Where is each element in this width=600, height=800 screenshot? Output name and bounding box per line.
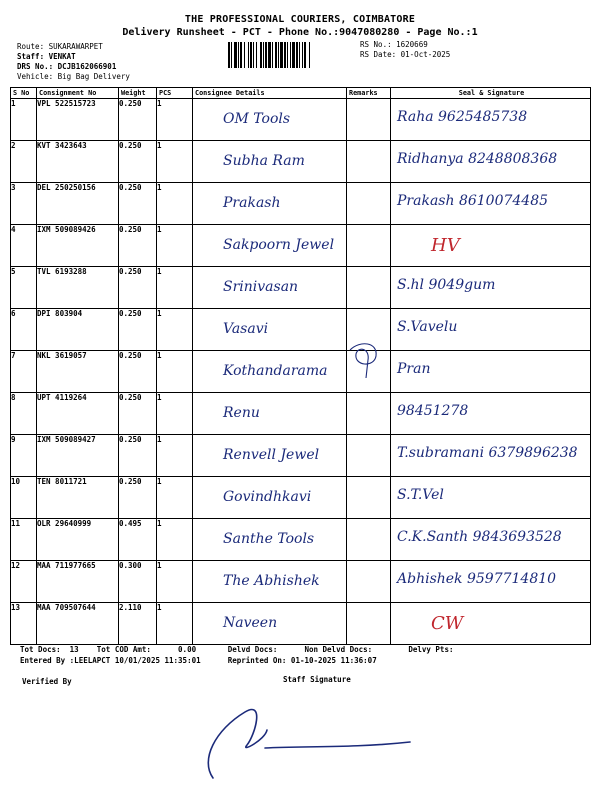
barcode-image xyxy=(228,42,356,68)
row-consignee-name: Subha Ram xyxy=(223,153,305,169)
row-sno: 13 xyxy=(11,603,37,645)
row-remarks xyxy=(347,435,391,477)
row-pcs: 1 xyxy=(157,477,193,519)
row-weight: 0.250 xyxy=(119,435,157,477)
barcode-bar xyxy=(304,42,306,68)
row-signature: CW xyxy=(431,613,464,634)
barcode-bar xyxy=(231,42,232,68)
entered-by-line: Entered By :LEELAPCT 10/01/2025 11:35:01 Reprinted On: 01-10-2025 11:36:07 xyxy=(20,656,377,665)
row-seal-signature-cell xyxy=(391,561,591,603)
rs-date-text: RS Date: 01-Oct-2025 xyxy=(360,50,451,59)
row-remarks xyxy=(347,561,391,603)
row-pcs: 1 xyxy=(157,519,193,561)
row-remarks xyxy=(347,99,391,141)
company-title: THE PROFESSIONAL COURIERS, COIMBATORE xyxy=(184,14,416,25)
barcode-bar xyxy=(302,42,303,68)
row-weight: 0.495 xyxy=(119,519,157,561)
row-seal-signature-cell xyxy=(391,603,591,645)
barcode-bar xyxy=(248,42,249,68)
row-sno: 11 xyxy=(11,519,37,561)
row-consignee-cell xyxy=(193,225,347,267)
row-consignee-name: Prakash xyxy=(223,195,281,211)
route-text: Route: SUKARAWARPET xyxy=(17,42,103,51)
row-consignee-cell xyxy=(193,141,347,183)
row-seal-signature-cell xyxy=(391,351,591,393)
row-sno: 8 xyxy=(11,393,37,435)
table-row xyxy=(11,225,591,267)
row-consignment-no: DEL 250250156 xyxy=(37,183,119,225)
barcode-bar xyxy=(250,42,252,68)
row-consignee-name: Sakpoorn Jewel xyxy=(223,237,335,253)
row-sno: 7 xyxy=(11,351,37,393)
row-pcs: 1 xyxy=(157,309,193,351)
row-remarks xyxy=(347,603,391,645)
runsheet-subtitle: Delivery Runsheet - PCT - Phone No.:9047080280 - Page No.:1 xyxy=(122,27,478,38)
row-seal-signature-cell xyxy=(391,267,591,309)
row-consignee-cell xyxy=(193,99,347,141)
row-consignment-no: NKL 3619057 xyxy=(37,351,119,393)
row-remarks xyxy=(347,519,391,561)
row-seal-signature-cell xyxy=(391,225,591,267)
barcode-bar xyxy=(287,42,288,68)
row-weight: 0.250 xyxy=(119,141,157,183)
table-row xyxy=(11,141,591,183)
row-consignment-no: MAA 711977665 xyxy=(37,561,119,603)
staff-signature-mark xyxy=(195,690,425,785)
barcode-bar xyxy=(228,42,230,68)
barcode-bar xyxy=(268,42,271,68)
barcode-bar xyxy=(263,42,264,68)
row-sno: 10 xyxy=(11,477,37,519)
row-consignee-cell xyxy=(193,519,347,561)
barcode-bar xyxy=(284,42,286,68)
barcode-bar xyxy=(290,42,291,68)
barcode-bar xyxy=(275,42,277,68)
row-consignee-cell xyxy=(193,309,347,351)
header-consignment: Consignment No xyxy=(37,88,119,99)
row-sno: 3 xyxy=(11,183,37,225)
row-remarks xyxy=(347,141,391,183)
row-consignment-no: KVT 3423643 xyxy=(37,141,119,183)
row-signature: Prakash 8610074485 xyxy=(397,193,549,209)
row-weight: 0.250 xyxy=(119,393,157,435)
barcode-bar xyxy=(280,42,283,68)
row-seal-signature-cell xyxy=(391,393,591,435)
row-pcs: 1 xyxy=(157,561,193,603)
row-remarks xyxy=(347,477,391,519)
barcode-bar xyxy=(244,42,245,68)
row-sno: 4 xyxy=(11,225,37,267)
barcode-bar xyxy=(296,42,298,68)
row-signature: C.K.Santh 9843693528 xyxy=(397,529,562,545)
table-row xyxy=(11,519,591,561)
row-consignee-name: Renu xyxy=(223,405,260,421)
row-signature: HV xyxy=(431,235,460,256)
row-seal-signature-cell xyxy=(391,435,591,477)
barcode-bar xyxy=(234,42,237,68)
staff-signature-label: Staff Signature xyxy=(283,675,351,684)
row-sno: 5 xyxy=(11,267,37,309)
row-remarks xyxy=(347,267,391,309)
row-consignee-name: Govindhkavi xyxy=(223,489,312,505)
barcode-bar xyxy=(238,42,239,68)
row-consignee-cell xyxy=(193,393,347,435)
row-signature: Ridhanya 8248808368 xyxy=(397,151,558,167)
row-weight: 0.300 xyxy=(119,561,157,603)
row-seal-signature-cell xyxy=(391,183,591,225)
table-row xyxy=(11,603,591,645)
table-row xyxy=(11,309,591,351)
row-pcs: 1 xyxy=(157,99,193,141)
row-signature: Raha 9625485738 xyxy=(397,109,528,125)
header-seal-signature: Seal & Signature xyxy=(391,88,591,99)
header-weight: Weight xyxy=(119,88,157,99)
header-sno: S No xyxy=(11,88,37,99)
drs-text: DRS No.: DCJB162066901 xyxy=(17,62,117,71)
row-consignee-name: Santhe Tools xyxy=(223,531,315,547)
row-sno: 12 xyxy=(11,561,37,603)
barcode-bar xyxy=(299,42,300,68)
row-consignment-no: DPI 803904 xyxy=(37,309,119,351)
row-sno: 9 xyxy=(11,435,37,477)
row-pcs: 1 xyxy=(157,393,193,435)
vehicle-text: Vehicle: Big Bag Delivery xyxy=(17,72,130,81)
barcode-bar xyxy=(265,42,267,68)
barcode-bar xyxy=(240,42,242,68)
row-seal-signature-cell xyxy=(391,519,591,561)
barcode-bar xyxy=(278,42,279,68)
header-consignee: Consignee Details xyxy=(193,88,347,99)
table-row xyxy=(11,561,591,603)
row-consignment-no: TVL 6193288 xyxy=(37,267,119,309)
row-consignee-name: The Abhishek xyxy=(223,573,320,589)
row-sno: 2 xyxy=(11,141,37,183)
row-pcs: 1 xyxy=(157,225,193,267)
margin-scribble xyxy=(340,338,386,388)
row-remarks xyxy=(347,183,391,225)
row-weight: 0.250 xyxy=(119,99,157,141)
row-sno: 1 xyxy=(11,99,37,141)
row-pcs: 1 xyxy=(157,141,193,183)
row-sno: 6 xyxy=(11,309,37,351)
row-consignee-cell xyxy=(193,603,347,645)
table-row xyxy=(11,183,591,225)
row-pcs: 1 xyxy=(157,351,193,393)
barcode-bar xyxy=(253,42,254,68)
row-signature: Pran xyxy=(397,361,431,377)
table-row xyxy=(11,99,591,141)
row-weight: 0.250 xyxy=(119,225,157,267)
row-consignment-no: VPL 522515723 xyxy=(37,99,119,141)
totals-line: Tot Docs: 13 Tot COD Amt: 0.00 Delvd Docs: Non Delvd Docs: Delvy Pts: xyxy=(20,645,454,654)
barcode-bar xyxy=(309,42,310,68)
row-seal-signature-cell xyxy=(391,141,591,183)
row-consignee-cell xyxy=(193,561,347,603)
row-remarks xyxy=(347,225,391,267)
row-pcs: 1 xyxy=(157,435,193,477)
table-row xyxy=(11,393,591,435)
row-remarks xyxy=(347,393,391,435)
table-row xyxy=(11,267,591,309)
barcode-bar xyxy=(292,42,295,68)
row-signature: S.Vavelu xyxy=(397,319,458,335)
barcode-bar xyxy=(260,42,262,68)
row-consignment-no: OLR 29640999 xyxy=(37,519,119,561)
row-consignee-cell xyxy=(193,435,347,477)
row-pcs: 1 xyxy=(157,183,193,225)
row-consignee-name: Renvell Jewel xyxy=(223,447,320,463)
row-signature: Abhishek 9597714810 xyxy=(397,571,557,587)
row-consignee-cell xyxy=(193,183,347,225)
runsheet-table xyxy=(10,87,591,645)
row-seal-signature-cell xyxy=(391,99,591,141)
row-consignee-cell xyxy=(193,477,347,519)
row-consignment-no: IXM 509089426 xyxy=(37,225,119,267)
row-pcs: 1 xyxy=(157,603,193,645)
row-weight: 0.250 xyxy=(119,309,157,351)
barcode-bar xyxy=(272,42,273,68)
table-row xyxy=(11,477,591,519)
row-weight: 0.250 xyxy=(119,477,157,519)
row-consignee-cell xyxy=(193,267,347,309)
row-consignee-name: Vasavi xyxy=(223,321,269,337)
table-row xyxy=(11,351,591,393)
meta-left xyxy=(17,42,130,82)
row-consignee-name: OM Tools xyxy=(223,111,291,127)
row-consignee-name: Naveen xyxy=(223,615,278,631)
meta-right xyxy=(360,40,450,60)
rs-no-text: RS No.: 1620669 xyxy=(360,40,428,49)
table-header-row xyxy=(11,88,591,99)
header-pcs: PCS xyxy=(157,88,193,99)
row-seal-signature-cell xyxy=(391,309,591,351)
staff-text: Staff: VENKAT xyxy=(17,52,76,61)
barcode-bar xyxy=(256,42,257,68)
row-consignee-name: Srinivasan xyxy=(223,279,299,295)
row-signature: S.hl 9049gum xyxy=(397,277,496,293)
row-signature: S.T.Vel xyxy=(397,487,444,503)
row-signature: T.subramani 6379896238 xyxy=(397,445,578,461)
row-consignment-no: UPT 4119264 xyxy=(37,393,119,435)
row-consignment-no: TEN 8011721 xyxy=(37,477,119,519)
row-consignment-no: IXM 509089427 xyxy=(37,435,119,477)
header-remarks: Remarks xyxy=(347,88,391,99)
row-consignment-no: MAA 709507644 xyxy=(37,603,119,645)
row-consignee-name: Kothandarama xyxy=(223,363,328,379)
verified-by-label: Verified By xyxy=(22,677,72,686)
row-signature: 98451278 xyxy=(397,403,469,419)
row-weight: 0.250 xyxy=(119,351,157,393)
row-seal-signature-cell xyxy=(391,477,591,519)
row-consignee-cell xyxy=(193,351,347,393)
row-weight: 0.250 xyxy=(119,267,157,309)
row-weight: 2.110 xyxy=(119,603,157,645)
row-pcs: 1 xyxy=(157,267,193,309)
table-row xyxy=(11,435,591,477)
row-weight: 0.250 xyxy=(119,183,157,225)
